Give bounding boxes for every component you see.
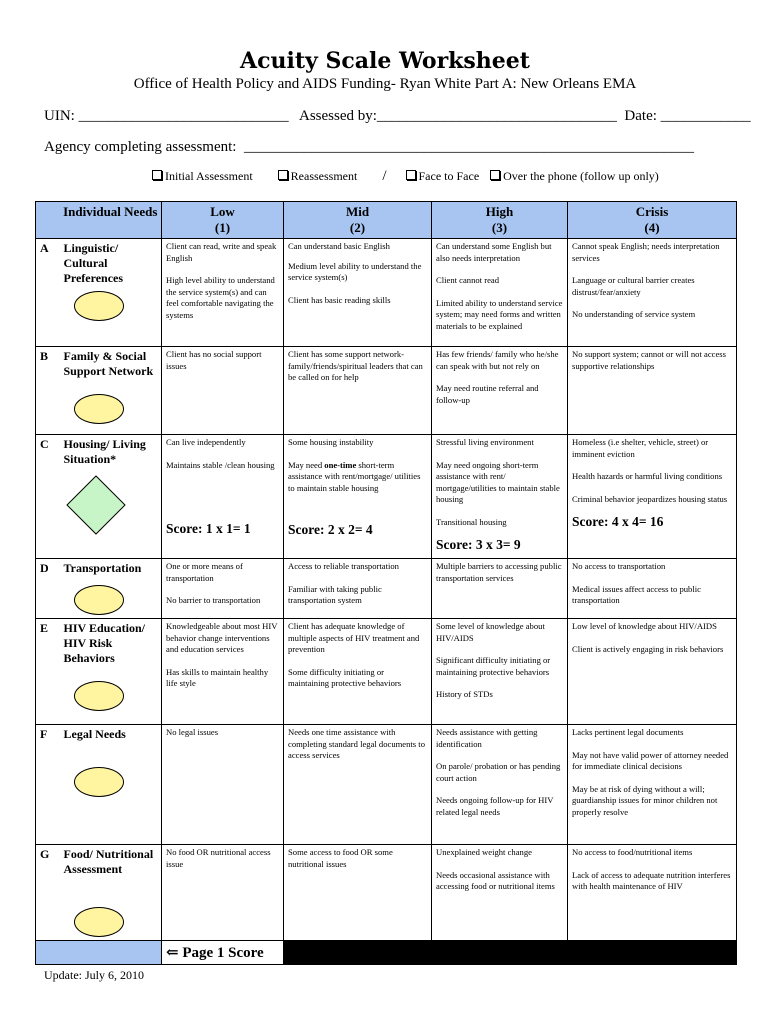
uin-assessor-date-line[interactable]: UIN: ____________________________ Assessed by:________________________________ Date: ____________ xyxy=(44,108,751,124)
need-cell xyxy=(60,619,162,725)
page-score-row xyxy=(36,941,737,965)
crisis-cell: No access to food/nutritional items Lack of access to adequate nutrition interferes with health maintenance of HIV xyxy=(568,845,737,941)
checkbox-icon[interactable] xyxy=(152,170,162,180)
checkbox-icon[interactable] xyxy=(490,170,500,180)
table-row xyxy=(36,435,737,559)
high-cell: Can understand some English but also needs interpretation Client cannot read Limited ability to understand service system; may need forms and written materials to be explained xyxy=(432,239,568,347)
row-letter: B xyxy=(36,347,60,435)
need-label: Family & Social Support Network xyxy=(63,349,154,378)
row-letter: G xyxy=(36,845,60,941)
crisis-cell: Lacks pertinent legal documents May not have valid power of attorney needed for immediate clinical decisions May be at risk of dying without a will; guardianship issues for minor children not properly resolve xyxy=(568,725,737,845)
row-letter: E xyxy=(36,619,60,725)
table-row xyxy=(36,845,737,941)
face-to-face-label: Face to Face xyxy=(418,169,480,183)
row-letter: D xyxy=(36,559,60,619)
table-row xyxy=(36,559,737,619)
assessment-type-checkboxes xyxy=(152,168,681,185)
table-row xyxy=(36,725,737,845)
diamond-score-input[interactable] xyxy=(66,475,126,535)
low-cell: Knowledgeable about most HIV behavior change interventions and education services Has skills to maintain healthy life style xyxy=(162,619,284,725)
table-row xyxy=(36,619,737,725)
phone-label: Over the phone (follow up only) xyxy=(503,169,659,183)
need-cell xyxy=(60,845,162,941)
initial-assessment-label: Initial Assessment xyxy=(165,169,253,183)
high-cell: Stressful living environment May need ongoing short-term assistance with rent/ mortgage/utilities to maintain stable housing Transitional housing Score: 3 x 3= 9 xyxy=(432,435,568,559)
separator-slash: / xyxy=(382,168,387,184)
low-cell: Client has no social support issues xyxy=(162,347,284,435)
acuity-table xyxy=(35,201,737,965)
low-cell: Can live independently Maintains stable /clean housing Score: 1 x 1= 1 xyxy=(162,435,284,559)
page-score-label: ⇐ Page 1 Score xyxy=(162,941,284,965)
page-score-bar xyxy=(284,941,737,965)
score-label: Score: 1 x 1= 1 xyxy=(166,521,251,536)
letter-header xyxy=(36,202,60,239)
phone-option[interactable] xyxy=(490,169,659,183)
high-cell: Needs assistance with getting identification On parole/ probation or has pending court action Needs ongoing follow-up for HIV related legal needs xyxy=(432,725,568,845)
needs-header: Individual Needs xyxy=(60,202,162,239)
score-label: Score: 3 x 3= 9 xyxy=(436,537,521,552)
need-cell xyxy=(60,347,162,435)
mid-header: Mid (2) xyxy=(284,202,432,239)
need-label: HIV Education/ HIV Risk Behaviors xyxy=(63,621,145,665)
score-oval-input[interactable] xyxy=(74,394,124,424)
need-label: Food/ Nutritional Assessment xyxy=(63,847,154,876)
low-cell: No food OR nutritional access issue xyxy=(162,845,284,941)
low-header: Low (1) xyxy=(162,202,284,239)
page-title: Acuity Scale Worksheet xyxy=(240,48,530,74)
checkbox-icon[interactable] xyxy=(406,170,416,180)
score-oval-input[interactable] xyxy=(74,907,124,937)
score-oval-input[interactable] xyxy=(74,681,124,711)
score-oval-input[interactable] xyxy=(74,585,124,615)
high-cell: Multiple barriers to accessing public transportation services xyxy=(432,559,568,619)
high-cell: Some level of knowledge about HIV/AIDS Significant difficulty initiating or maintaining protective behaviors History of STDs xyxy=(432,619,568,725)
mid-cell: Access to reliable transportation Familiar with taking public transportation system xyxy=(284,559,432,619)
mid-cell: Client has some support network-family/friends/spiritual leaders that can be called on for help xyxy=(284,347,432,435)
crisis-cell: No support system; cannot or will not access supportive relationships xyxy=(568,347,737,435)
checkbox-icon[interactable] xyxy=(278,170,288,180)
row-letter: A xyxy=(36,239,60,347)
reassessment-label: Reassessment xyxy=(290,169,358,183)
score-label: Score: 2 x 2= 4 xyxy=(288,522,373,537)
need-label: Transportation xyxy=(63,561,142,575)
initial-assessment-option[interactable] xyxy=(152,169,253,183)
need-cell xyxy=(60,725,162,845)
row-letter: C xyxy=(36,435,60,559)
low-cell: No legal issues xyxy=(162,725,284,845)
low-cell: Client can read, write and speak English High level ability to understand the service system(s) and can feel comfortable navigating the systems xyxy=(162,239,284,347)
face-to-face-option[interactable] xyxy=(406,169,480,183)
need-label: Housing/ Living Situation* xyxy=(63,437,146,466)
high-cell: Has few friends/ family who he/she can speak with but not rely on May need routine referral and follow-up xyxy=(432,347,568,435)
need-cell xyxy=(60,239,162,347)
reassessment-option[interactable] xyxy=(278,169,358,183)
need-label: Linguistic/ Cultural Preferences xyxy=(63,241,124,285)
crisis-header: Crisis (4) xyxy=(568,202,737,239)
need-cell xyxy=(60,559,162,619)
mid-cell: Client has adequate knowledge of multiple aspects of HIV treatment and prevention Some difficulty initiating or maintaining protective behaviors xyxy=(284,619,432,725)
need-cell xyxy=(60,435,162,559)
crisis-cell: Cannot speak English; needs interpretation services Language or cultural barrier creates distrust/fear/anxiety No understanding of service system xyxy=(568,239,737,347)
table-row xyxy=(36,239,737,347)
page-score-input[interactable] xyxy=(36,941,162,965)
crisis-cell: No access to transportation Medical issues affect access to public transportation xyxy=(568,559,737,619)
crisis-cell: Low level of knowledge about HIV/AIDS Client is actively engaging in risk behaviors xyxy=(568,619,737,725)
table-header-row xyxy=(36,202,737,239)
agency-line[interactable]: Agency completing assessment: ____________________________________________________________ xyxy=(44,139,694,155)
mid-cell: Can understand basic English Medium level ability to understand the service system(s) Client has basic reading skills xyxy=(284,239,432,347)
mid-cell: Needs one time assistance with completing standard legal documents to access services xyxy=(284,725,432,845)
score-oval-input[interactable] xyxy=(74,291,124,321)
need-label: Legal Needs xyxy=(63,727,126,741)
high-header: High (3) xyxy=(432,202,568,239)
score-label: Score: 4 x 4= 16 xyxy=(572,514,664,529)
page-subtitle: Office of Health Policy and AIDS Funding- Ryan White Part A: New Orleans EMA xyxy=(133,76,637,92)
low-cell: One or more means of transportation No barrier to transportation xyxy=(162,559,284,619)
mid-cell: Some access to food OR some nutritional issues xyxy=(284,845,432,941)
row-letter: F xyxy=(36,725,60,845)
table-row xyxy=(36,347,737,435)
high-cell: Unexplained weight change Needs occasional assistance with accessing food or nutritional items xyxy=(432,845,568,941)
mid-cell: Some housing instability May need one-time short-term assistance with rent/mortgage/ utilities to maintain stable housing Score: 2 x 2= 4 xyxy=(284,435,432,559)
crisis-cell: Homeless (i.e shelter, vehicle, street) or imminent eviction Health hazards or harmful living conditions Criminal behavior jeopardizes housing status Score: 4 x 4= 16 xyxy=(568,435,737,559)
update-date: Update: July 6, 2010 xyxy=(44,968,144,982)
score-oval-input[interactable] xyxy=(74,767,124,797)
